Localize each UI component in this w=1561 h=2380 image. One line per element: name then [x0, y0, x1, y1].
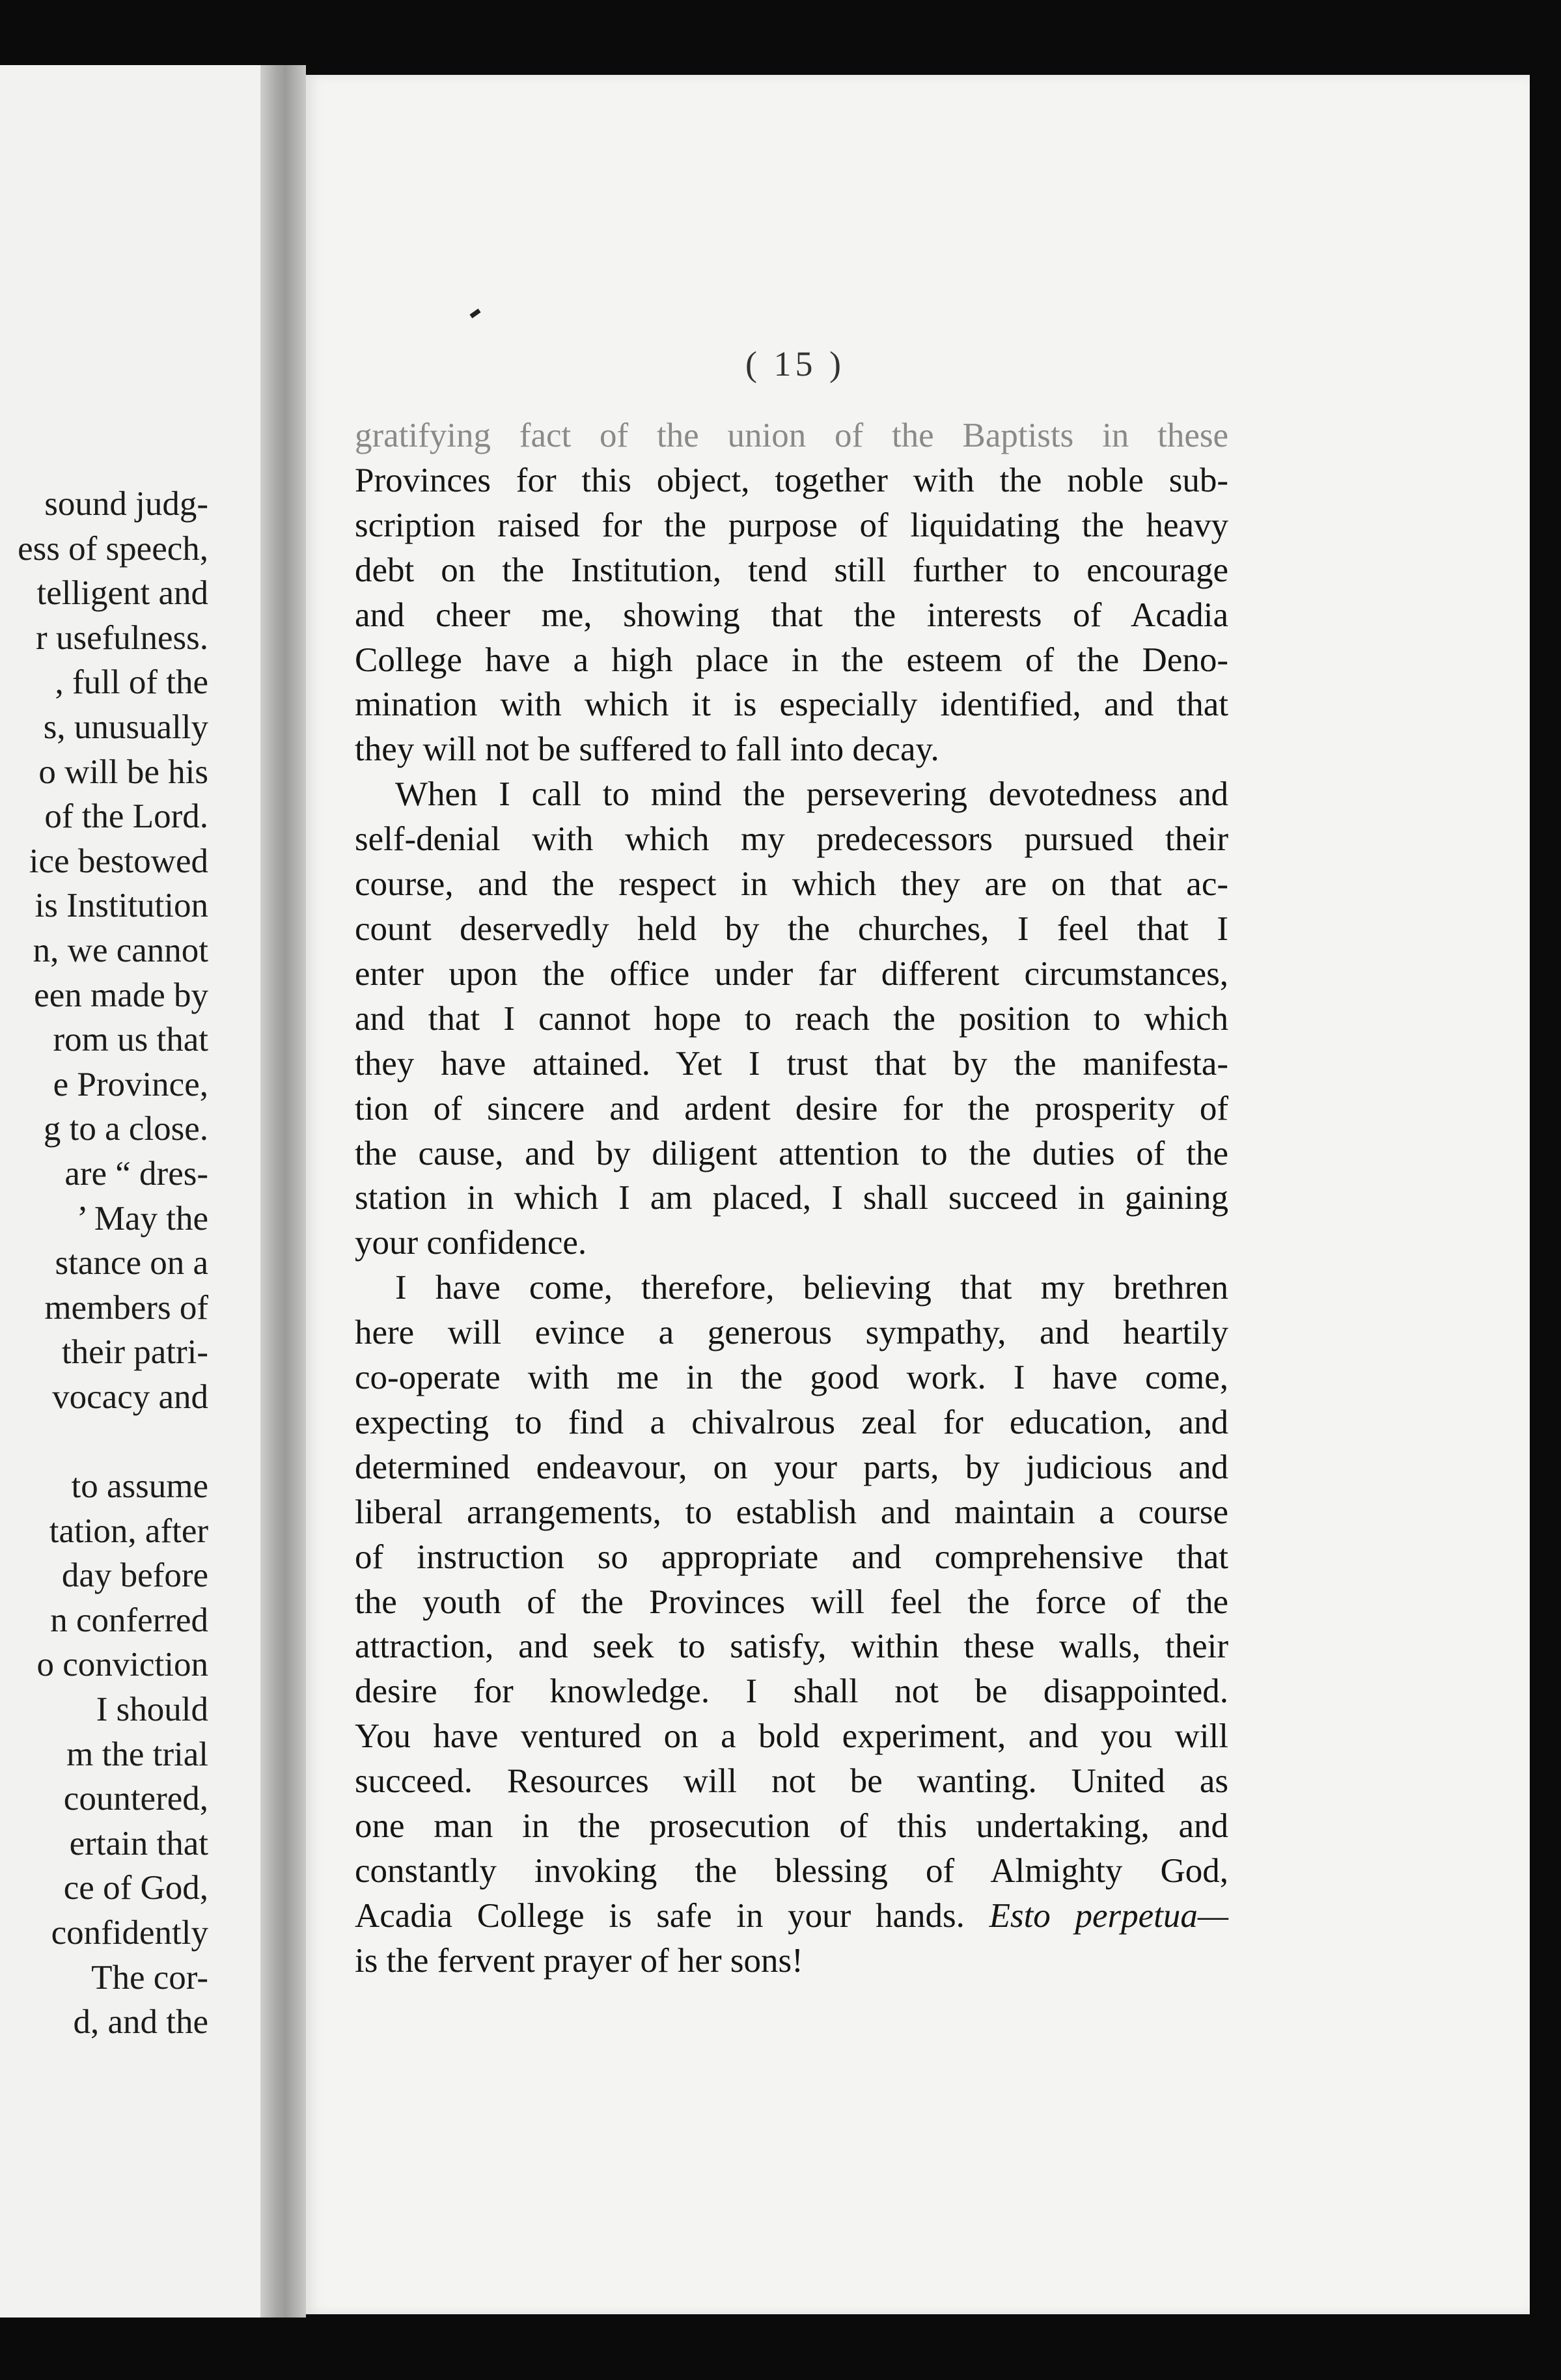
left-page	[0, 65, 260, 2318]
fragment-line: g to a close.	[43, 1110, 208, 1148]
fragment-line: The cor-	[91, 1958, 208, 1997]
fragment-line: een made by	[34, 976, 208, 1014]
text-line: constantly invoking the blessing of Almighty God,	[355, 1852, 1228, 1890]
fragment-line: is Institution	[35, 887, 208, 925]
text-line: enter upon the office under far different circumstances,	[355, 954, 1228, 993]
text-line: Provinces for this object, together with the noble sub-	[355, 461, 1228, 499]
fragment-line: , full of the	[55, 663, 208, 702]
fragment-line: d, and the	[73, 2003, 208, 2041]
fragment-line: stance on a	[55, 1244, 208, 1282]
fragment-line: ice bestowed	[29, 842, 208, 880]
book-spine-gutter	[260, 65, 306, 2318]
text-line: I have come, therefore, believing that my brethren	[395, 1269, 1228, 1307]
fragment-line: rom us that	[53, 1021, 208, 1059]
motto-esto-perpetua: Esto perpetua—	[989, 1896, 1228, 1935]
fragment-line: members of	[44, 1288, 208, 1327]
text-line: debt on the Institution, tend still further to encourage	[355, 551, 1228, 589]
text-line: the youth of the Provinces will feel the force of the	[355, 1583, 1228, 1621]
closing-text: Acadia College is safe in your hands.	[355, 1896, 989, 1935]
fragment-line: countered,	[63, 1780, 208, 1818]
text-line: here will evince a generous sympathy, and heartily	[355, 1314, 1228, 1352]
fragment-line: I should	[96, 1691, 208, 1729]
fragment-line: to assume	[71, 1467, 208, 1506]
fragment-line: tation, after	[49, 1512, 208, 1550]
text-line: station in which I am placed, I shall succeed in gaining	[355, 1179, 1228, 1217]
fragment-line	[0, 1419, 208, 1464]
text-line: your confidence.	[355, 1224, 587, 1262]
paragraph-3	[355, 1266, 1228, 1984]
fragment-line: m the trial	[66, 1735, 208, 1773]
fragment-line: telligent and	[36, 574, 208, 613]
text-line: and cheer me, showing that the interests of Acadia	[355, 596, 1228, 634]
text-line: count deservedly held by the churches, I feel that I	[355, 909, 1228, 948]
text-line: You have ventured on a bold experiment, and you will	[355, 1717, 1228, 1756]
fragment-line: ess of speech,	[18, 529, 208, 568]
fragment-line: sound judg-	[44, 485, 208, 523]
body-text	[355, 413, 1228, 1984]
fragment-line: o conviction	[36, 1646, 208, 1684]
fragment-line: ’ May the	[76, 1199, 208, 1238]
fragment-line: n conferred	[50, 1601, 208, 1639]
fragment-line: ce of God,	[63, 1869, 208, 1907]
fragment-line: o will be his	[38, 753, 208, 791]
text-line: liberal arrangements, to establish and maintain a course	[355, 1493, 1228, 1531]
fragment-line: n, we cannot	[33, 931, 208, 969]
fragment-line: vocacy and	[52, 1377, 208, 1416]
text-line: attraction, and seek to satisfy, within these walls, their	[355, 1627, 1228, 1666]
fragment-line: of the Lord.	[44, 797, 208, 836]
fragment-line: confidently	[51, 1914, 208, 1952]
page-number: ( 15 )	[745, 344, 845, 383]
fragment-line: their patri-	[61, 1333, 208, 1372]
text-line: and that I cannot hope to reach the position to which	[355, 999, 1228, 1038]
text-line: of instruction so appropriate and comprehensive that	[355, 1538, 1228, 1576]
text-line: course, and the respect in which they are on that ac-	[355, 865, 1228, 904]
fragment-line: ertain that	[69, 1824, 208, 1862]
text-line: is the fervent prayer of her sons!	[355, 1941, 803, 1980]
fragment-line: s, unusually	[43, 708, 208, 746]
text-line: desire for knowledge. I shall not be disappointed.	[355, 1672, 1228, 1711]
text-line-closing	[355, 1894, 1228, 1939]
fragment-line: are “ dres-	[64, 1154, 208, 1193]
text-line: determined endeavour, on your parts, by judicious and	[355, 1448, 1228, 1486]
paragraph-1	[355, 413, 1228, 772]
fragment-line: e Province,	[53, 1065, 208, 1103]
fragment-line: day before	[61, 1557, 208, 1595]
text-line: self-denial with which my predecessors pursued their	[355, 820, 1228, 859]
left-page-text-fragments	[0, 482, 208, 2045]
text-line: scription raised for the purpose of liquidating the heavy	[355, 506, 1228, 544]
text-line: mination with which it is especially identified, and that	[355, 685, 1228, 724]
paragraph-2	[355, 772, 1228, 1266]
text-line: they have attained. Yet I trust that by the manifesta-	[355, 1044, 1228, 1083]
text-line: expecting to find a chivalrous zeal for education, and	[355, 1403, 1228, 1441]
text-line: When I call to mind the persevering devotedness and	[395, 775, 1228, 814]
text-line: one man in the prosecution of this undertaking, and	[355, 1807, 1228, 1846]
fragment-line: r usefulness.	[36, 618, 208, 657]
text-line: tion of sincere and ardent desire for the prosperity of	[355, 1089, 1228, 1128]
text-line: the cause, and by diligent attention to the duties of the	[355, 1134, 1228, 1172]
text-line: co-operate with me in the good work. I have come,	[355, 1359, 1228, 1397]
text-line: they will not be suffered to fall into decay.	[355, 730, 939, 769]
text-line: College have a high place in the esteem of the Deno-	[355, 641, 1228, 679]
text-line: succeed. Resources will not be wanting. United as	[355, 1762, 1228, 1801]
text-line: gratifying fact of the union of the Baptists in these	[355, 417, 1228, 454]
